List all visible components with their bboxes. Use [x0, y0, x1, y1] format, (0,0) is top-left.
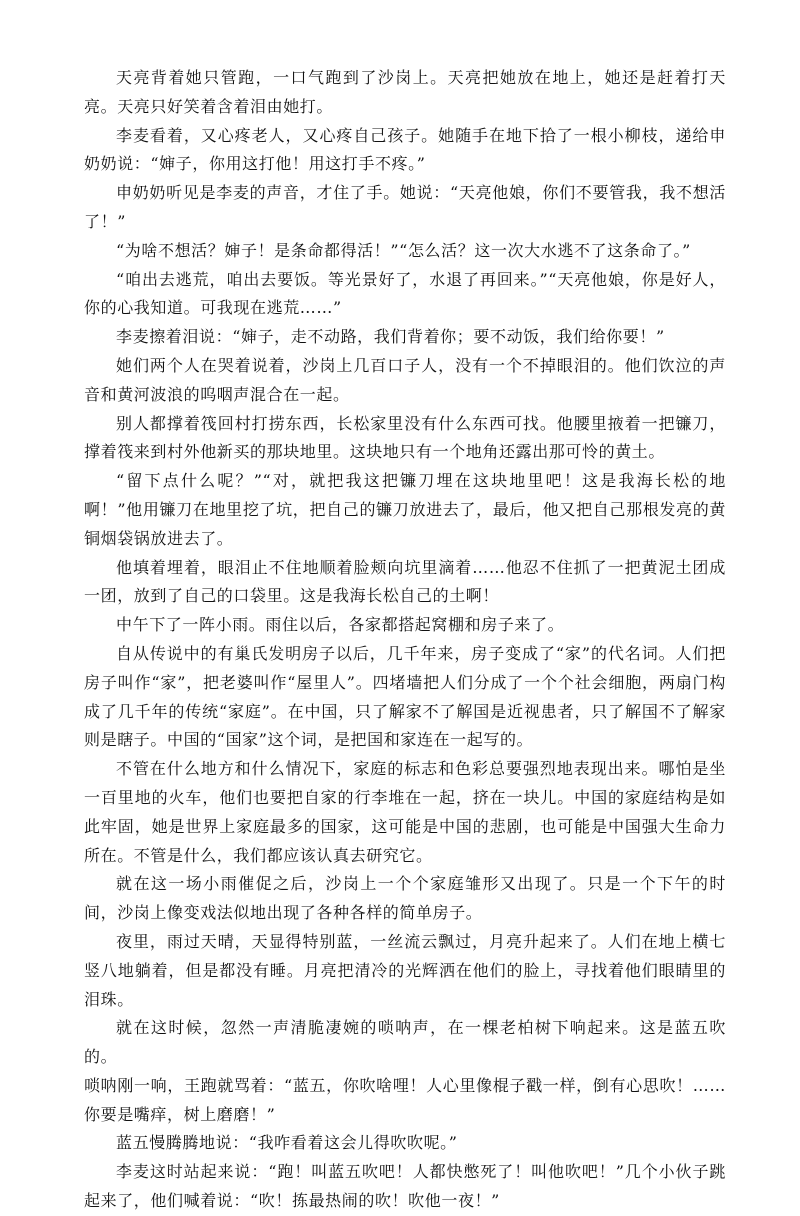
paragraph-10: 他填着埋着，眼泪止不住地顺着脸颊向坑里滴着……他忍不住抓了一把黄泥土团成一团，放到了自己的口袋里。这是我海长松自己的土啊！	[84, 557, 726, 606]
paragraph-17: 唢呐刚一响，王跑就骂着：“蓝五，你吹啥哩！人心里像棍子戳一样，倒有心思吹！……你要是嘴痒，树上磨磨！”	[84, 1075, 726, 1124]
paragraph-16: 就在这时候，忽然一声清脆凄婉的唢呐声，在一棵老柏树下响起来。这是蓝五吹的。	[84, 1018, 726, 1067]
paragraph-14: 就在这一场小雨催促之后，沙岗上一个个家庭雏形又出现了。只是一个下午的时间，沙岗上像变戏法似地出现了各种各样的简单房子。	[84, 874, 726, 923]
paragraph-9: “留下点什么呢？”“对，就把我这把镰刀埋在这块地里吧！这是我海长松的地啊！”他用镰刀在地里挖了坑，把自己的镰刀放进去了，最后，他又把自己那根发亮的黄铜烟袋锅放进去了。	[84, 471, 726, 548]
paragraph-1: 天亮背着她只管跑，一口气跑到了沙岗上。天亮把她放在地上，她还是赶着打天亮。天亮只好笑着含着泪由她打。	[84, 68, 726, 116]
paragraph-7: 她们两个人在哭着说着，沙岗上几百口子人，没有一个不掉眼泪的。他们饮泣的声音和黄河波浪的呜咽声混合在一起。	[84, 355, 726, 404]
paragraph-18: 蓝五慢腾腾地说：“我咋看着这会儿得吹吹呢。”	[116, 1133, 458, 1153]
paragraph-3: 申奶奶听见是李麦的声音，才住了手。她说：“天亮他娘，你们不要管我，我不想活了！”	[84, 183, 726, 231]
paragraph-11: 中午下了一阵小雨。雨住以后，各家都搭起窝棚和房子来了。	[116, 615, 565, 635]
paragraph-13: 不管在什么地方和什么情况下，家庭的标志和色彩总要强烈地表现出来。哪怕是坐一百里地的火车，他们也要把自家的行李堆在一起，挤在一块儿。中国的家庭结构是如此牢固，她是世界上家庭最多的国家，这可能是中国的悲剧，也可能是中国强大生命力所在。不管是什么，我们都应该认真去研究它。	[84, 759, 726, 865]
paragraph-5: “咱出去逃荒，咱出去要饭。等光景好了，水退了再回来。”“天亮他娘，你是好人，你的心我知道。可我现在逃荒……”	[84, 269, 726, 318]
paragraph-8: 别人都撑着筏回村打捞东西，长松家里没有什么东西可找。他腰里掖着一把镰刀，撑着筏来到村外他新买的那块地里。这块地只有一个地角还露出那可怜的黄土。	[84, 413, 726, 462]
paragraph-6: 李麦擦着泪说：“婶子，走不动路，我们背着你；要不动饭，我们给你要！”	[116, 327, 665, 347]
document-page	[84, 64, 726, 1216]
paragraph-12: 自从传说中的有巢氏发明房子以后，几千年来，房子变成了“家”的代名词。人们把房子叫作“家”，把老婆叫作“屋里人”。四堵墙把人们分成了一个个社会细胞，两扇门构成了几千年的传统“家庭”。在中国，只了解家不了解国是近视患者，只了解国不了解家则是瞎子。中国的“国家”这个词，是把国和家连在一起写的。	[84, 643, 726, 750]
paragraph-2: 李麦看着，又心疼老人，又心疼自己孩子。她随手在地下拾了一根小柳枝，递给申奶奶说：“婶子，你用这打他！用这打手不疼。”	[84, 125, 726, 174]
paragraph-15: 夜里，雨过天晴，天显得特别蓝，一丝流云飘过，月亮升起来了。人们在地上横七竖八地躺着，但是都没有睡。月亮把清冷的光辉洒在他们的脸上，寻找着他们眼睛里的泪珠。	[84, 931, 726, 1009]
paragraph-4: “为啥不想活？婶子！是条命都得活！”“怎么活？这一次大水逃不了这条命了。”	[116, 240, 691, 260]
paragraph-19: 李麦这时站起来说：“跑！叫蓝五吹吧！人都快憋死了！叫他吹吧！”几个小伙子跳起来了，他们喊着说：“吹！拣最热闹的吹！吹他一夜！”	[84, 1162, 726, 1211]
